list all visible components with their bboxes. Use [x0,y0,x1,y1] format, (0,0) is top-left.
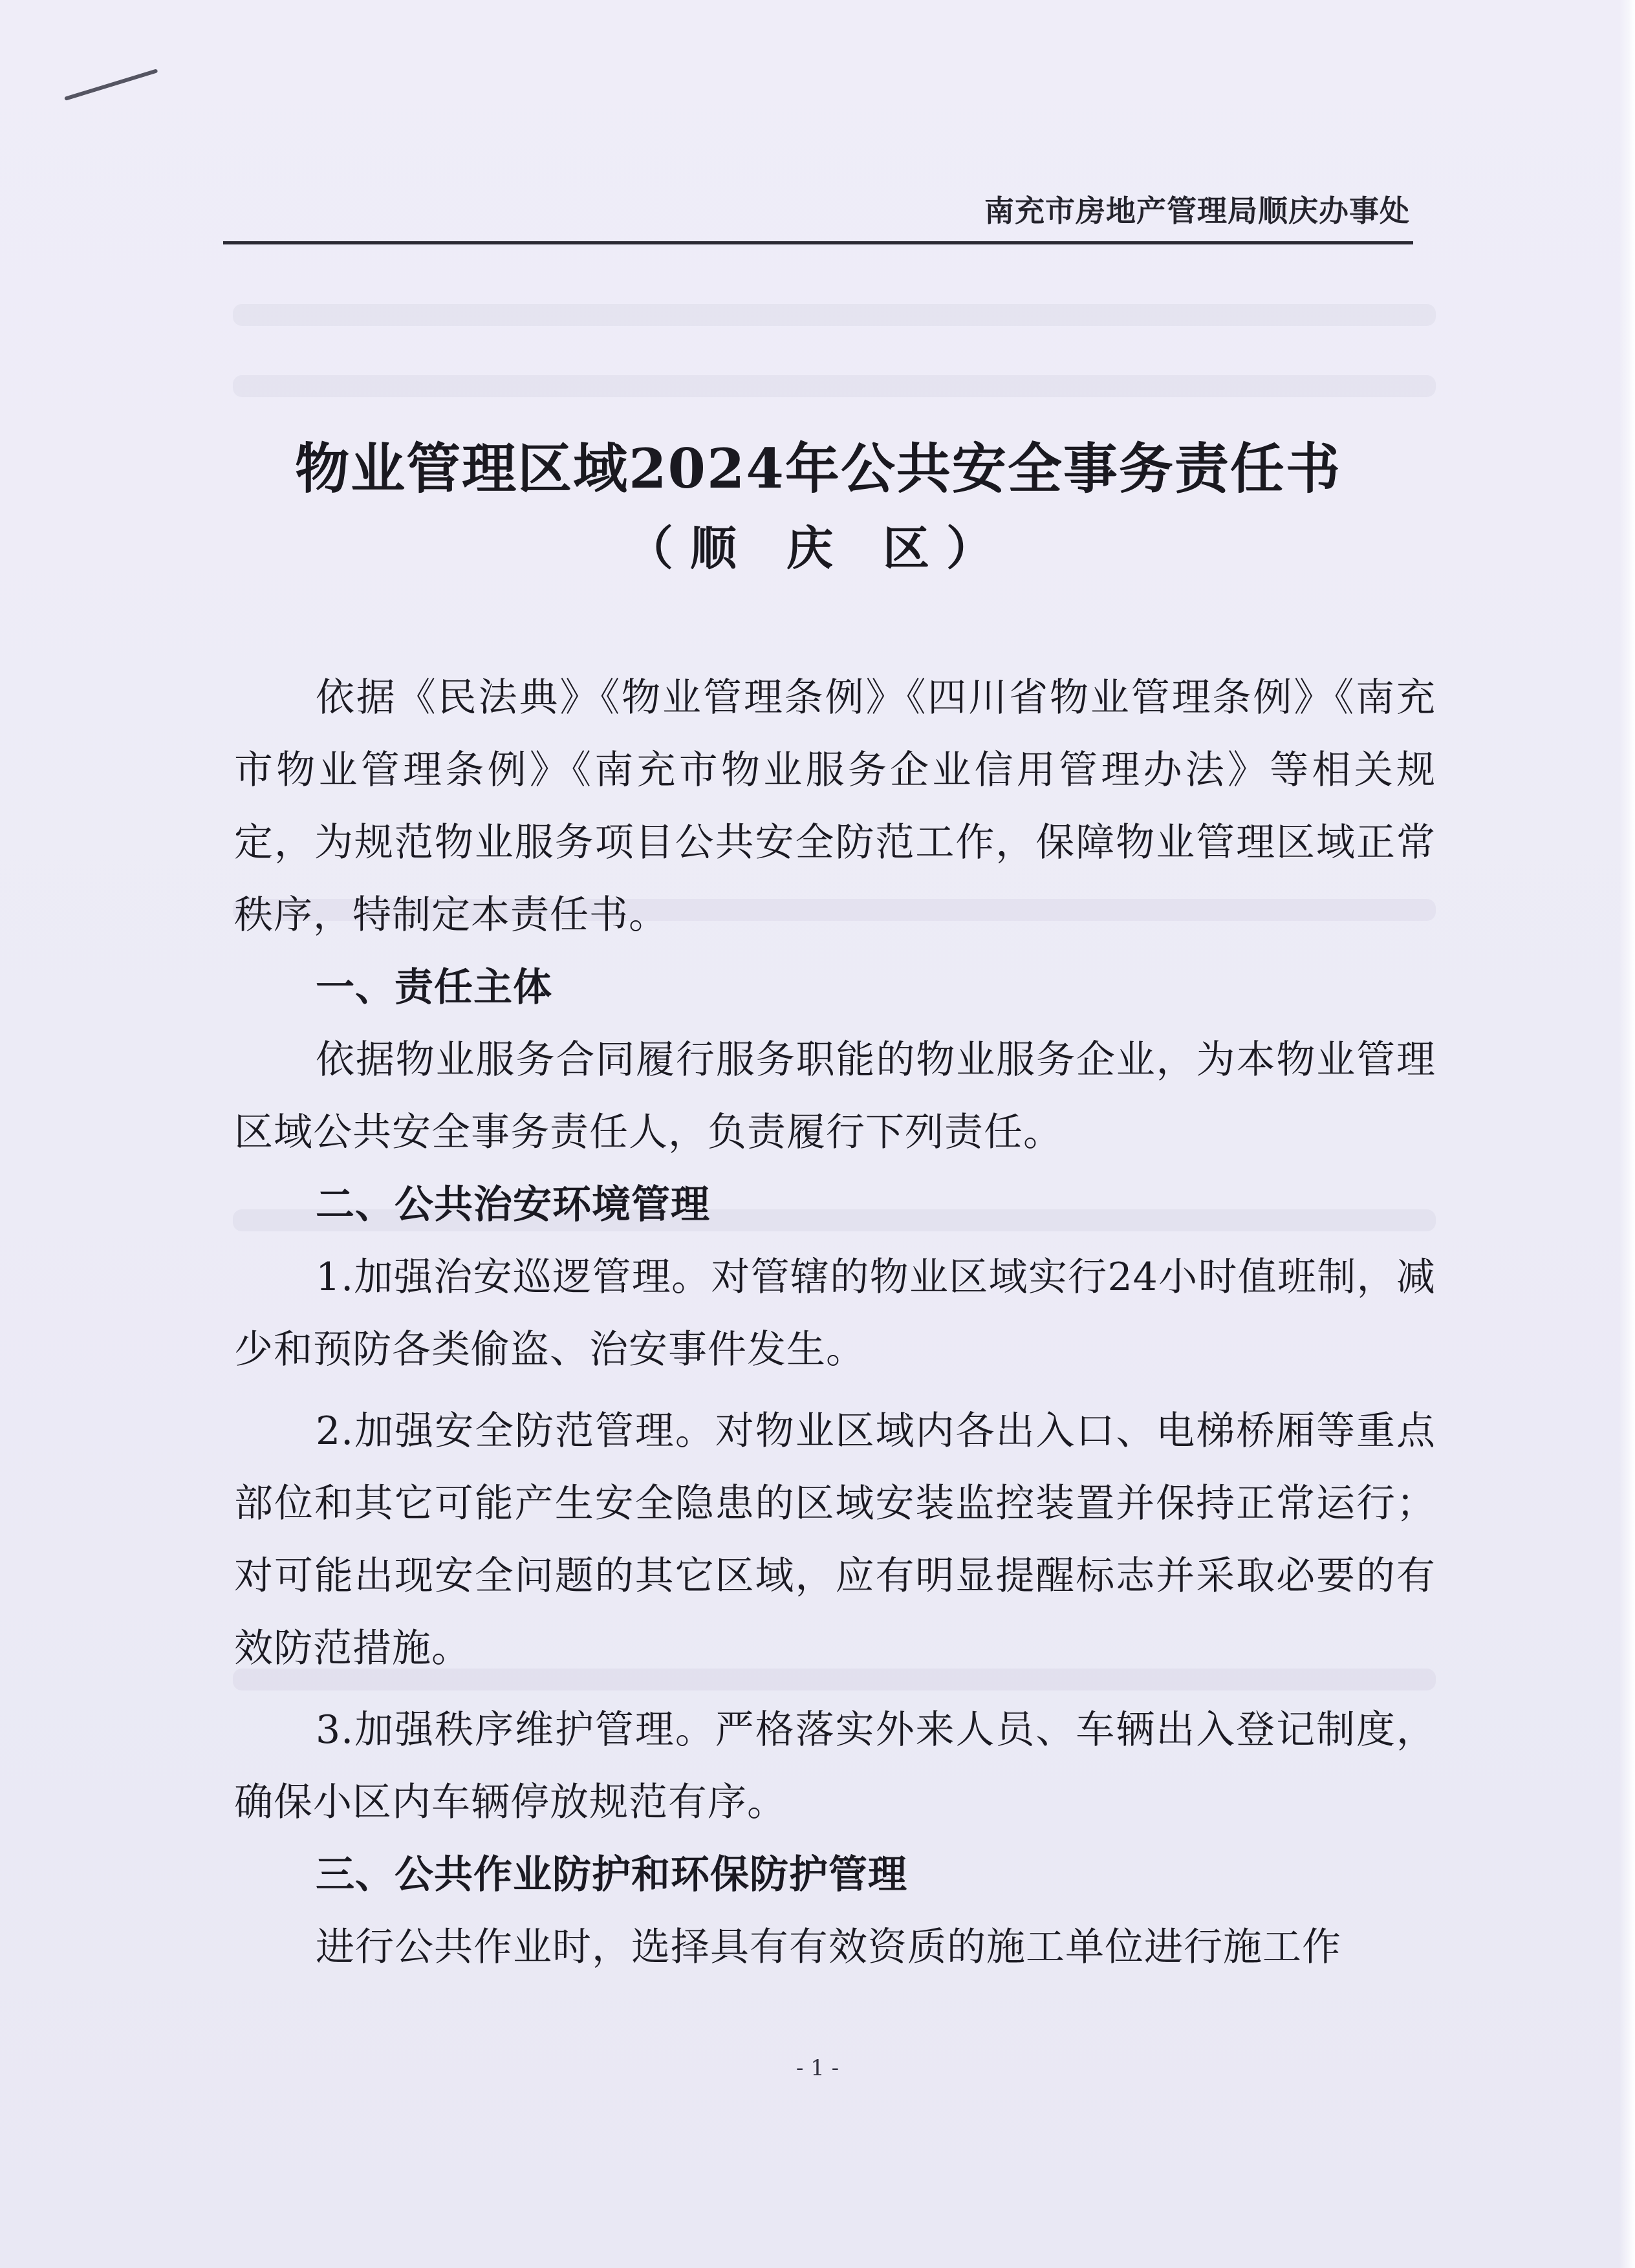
header-divider [223,241,1413,244]
document-title: 物业管理区域2024年公共安全事务责任书 [295,437,1341,501]
header-organization: 南充市房地产管理局顺庆办事处 [984,193,1410,228]
section-paragraph: 进行公共作业时，选择具有有效资质的施工单位进行施工作 [316,1925,1341,1970]
page-number: - 1 - [796,2055,839,2081]
list-item: 3.加强秩序维护管理。严格落实外来人员、车辆出入登记制度，确保小区内车辆停放规范有序。 [234,1707,1436,1825]
intro-paragraph: 依据《民法典》《物业管理条例》《四川省物业管理条例》《南充市物业管理条例》《南充市物业服务企业信用管理办法》等相关规定，为规范物业服务项目公共安全防范工作，保障物业管理区域正常秩序，特制定本责任书。 [234,675,1436,938]
document-subtitle: （顺 庆 区） [626,521,1010,576]
document-body [234,662,1436,1983]
pen-stroke-mark [64,69,158,101]
section-paragraph: 依据物业服务合同履行服务职能的物业服务企业，为本物业管理区域公共安全事务责任人，负责履行下列责任。 [234,1037,1436,1155]
section-heading-public-works: 三、公共作业防护和环保防护管理 [316,1852,907,1897]
list-item: 2.加强安全防范管理。对物业区域内各出入口、电梯桥厢等重点部位和其它可能产生安全隐患的区域安装监控装置并保持正常运行；对可能出现安全问题的其它区域，应有明显提醒标志并采取必要的有效防范措施。 [234,1409,1436,1671]
section-heading-public-security: 二、公共治安环境管理 [316,1182,710,1227]
section-heading-responsible-party: 一、责任主体 [316,965,552,1010]
show-through-mark [233,304,1436,326]
list-item: 1.加强治安巡逻管理。对管辖的物业区域实行24小时值班制，减少和预防各类偷盗、治安事件发生。 [234,1255,1436,1372]
page-edge [1619,0,1635,2268]
show-through-mark [233,375,1436,397]
